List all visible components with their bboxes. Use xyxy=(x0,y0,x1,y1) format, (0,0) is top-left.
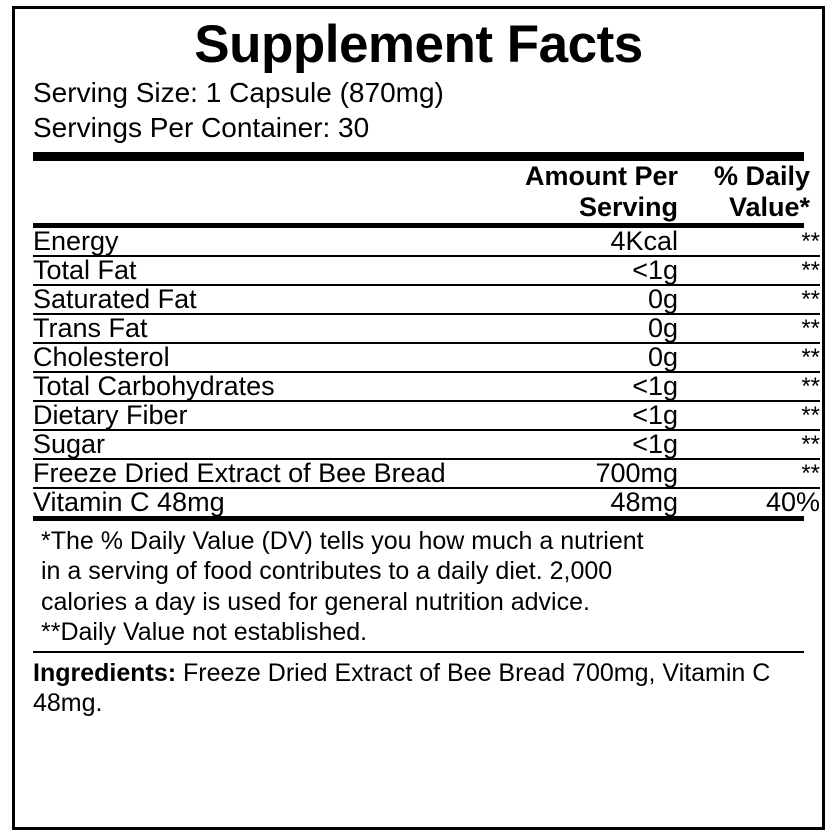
divider-thick-top xyxy=(33,152,804,161)
ingredients-text: Freeze Dried Extract of Bee Bread 700mg, Vitamin C 48mg. xyxy=(33,658,771,718)
nutrient-dv: ** xyxy=(688,459,820,488)
nutrient-name: Total Fat xyxy=(33,256,463,285)
nutrient-dv: ** xyxy=(688,430,820,459)
footnote-line-3: calories a day is used for general nutrition advice. xyxy=(41,587,590,616)
nutrient-amount: <1g xyxy=(463,372,688,401)
nutrient-rows xyxy=(33,225,820,517)
footnote-line-2: in a serving of food contributes to a daily diet. 2,000 xyxy=(41,557,613,586)
ingredients-section xyxy=(33,653,804,719)
table-row xyxy=(33,343,820,372)
serving-size-text: Serving Size: 1 Capsule (870mg) xyxy=(33,76,444,108)
nutrient-amount: 48mg xyxy=(610,486,678,517)
nutrient-name: Trans Fat xyxy=(33,314,463,343)
table-row xyxy=(33,459,820,488)
table-row xyxy=(33,314,820,343)
nutrient-amount: <1g xyxy=(463,256,688,285)
nutrient-amount: 0g xyxy=(463,314,688,343)
header-dv-line2: Value* xyxy=(728,191,810,222)
table-row xyxy=(33,372,820,401)
header-blank xyxy=(33,161,463,223)
footnote-line-4: **Daily Value not established. xyxy=(41,618,368,647)
table-row xyxy=(33,401,820,430)
nutrient-dv: ** xyxy=(688,314,820,343)
nutrient-name: Energy xyxy=(33,228,463,256)
footnote-line-1: *The % Daily Value (DV) tells you how much a nutrient xyxy=(41,526,644,555)
nutrient-dv: ** xyxy=(688,228,820,256)
nutrient-dv: ** xyxy=(688,372,820,401)
table-row xyxy=(33,430,820,459)
page-title: Supplement Facts xyxy=(194,15,643,74)
table-header-row xyxy=(33,161,810,223)
nutrient-name: Vitamin C 48mg xyxy=(33,486,225,517)
nutrient-name: Freeze Dried Extract of Bee Bread xyxy=(33,459,463,488)
nutrient-amount: 0g xyxy=(463,285,688,314)
table-row xyxy=(33,256,820,285)
supplement-facts-panel xyxy=(12,6,825,830)
nutrient-name: Total Carbohydrates xyxy=(33,372,463,401)
header-amount-line2: Serving xyxy=(578,191,678,222)
nutrient-name: Sugar xyxy=(33,430,463,459)
nutrient-amount: <1g xyxy=(463,401,688,430)
nutrient-dv: ** xyxy=(688,343,820,372)
nutrient-amount: 0g xyxy=(463,343,688,372)
table-row xyxy=(33,488,820,516)
nutrient-name: Cholesterol xyxy=(33,343,463,372)
header-amount-per-serving xyxy=(463,161,678,223)
nutrient-dv: ** xyxy=(688,256,820,285)
header-dv-line1: % Daily xyxy=(713,160,810,191)
table-row xyxy=(33,285,820,314)
nutrient-amount: 700mg xyxy=(463,459,688,488)
nutrient-name: Dietary Fiber xyxy=(33,401,463,430)
nutrient-amount: <1g xyxy=(463,430,688,459)
daily-value-footnote xyxy=(33,521,804,651)
servings-per-container-text: Servings Per Container: 30 xyxy=(33,111,370,143)
nutrition-table xyxy=(33,161,810,223)
ingredients-label: Ingredients: xyxy=(33,658,177,687)
nutrient-name: Saturated Fat xyxy=(33,285,463,314)
header-daily-value xyxy=(678,161,810,223)
nutrient-amount: 4Kcal xyxy=(463,228,688,256)
nutrient-dv: ** xyxy=(688,401,820,430)
nutrient-dv: ** xyxy=(688,285,820,314)
table-row xyxy=(33,228,820,256)
header-amount-line1: Amount Per xyxy=(524,160,678,191)
nutrient-dv: 40% xyxy=(765,486,820,517)
